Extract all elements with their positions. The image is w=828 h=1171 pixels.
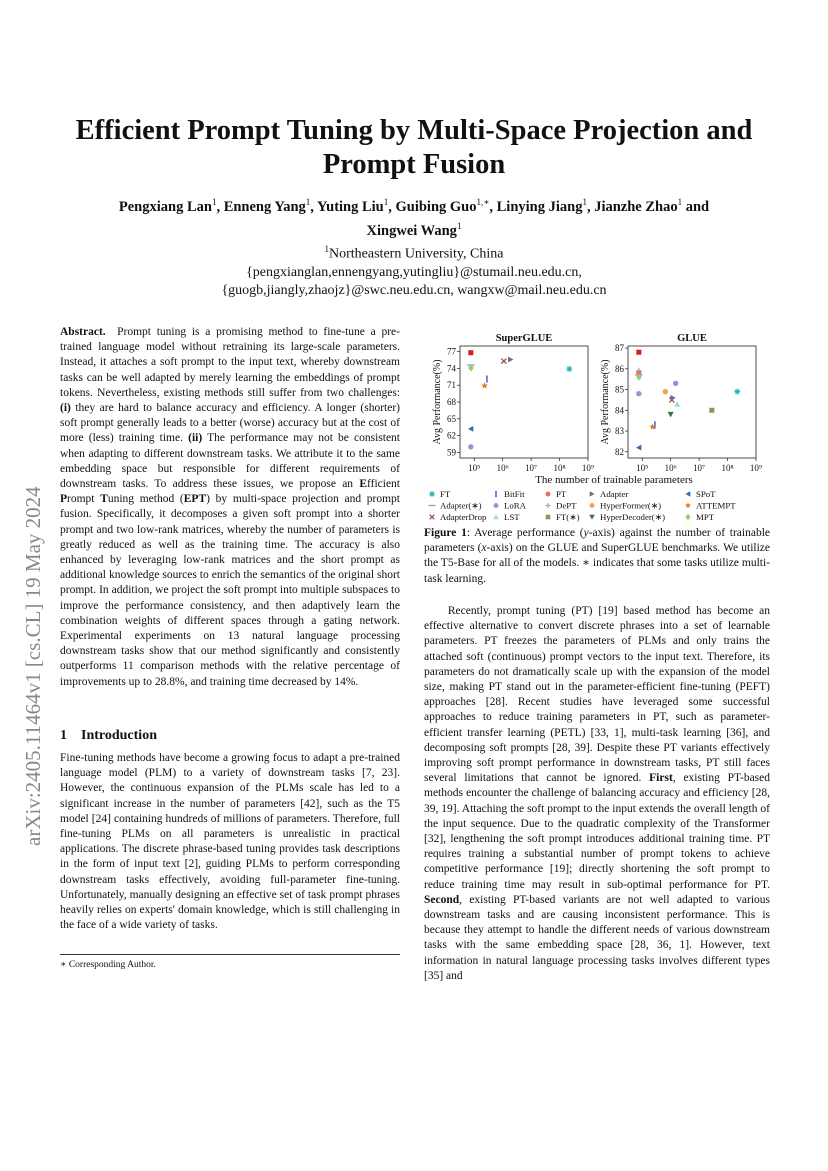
y-tick-label: 85 <box>615 384 624 395</box>
author-list: Pengxiang Lan$^1$, Enneng Yang$^1$, Yuting Liu$^1$, Guibing Guo$^{1,∗}$, Linying Jiang$^1$, Jianzhe Zhao$^1$ and Xingwei Wang$^1$ <box>118 197 710 239</box>
legend-marker <box>546 492 551 497</box>
x-tick-label: 10⁸ <box>553 463 566 473</box>
figure-caption <box>424 526 770 587</box>
challenge-marker: (ii) <box>188 432 203 445</box>
legend-label: LoRA <box>504 500 526 511</box>
author-mark: 1 <box>383 197 389 207</box>
y-tick-label: 65 <box>447 413 456 424</box>
data-point <box>468 426 473 432</box>
abstract-text: rompt <box>67 493 101 506</box>
legend-label: FT(∗) <box>556 512 580 522</box>
data-point <box>636 391 641 396</box>
x-tick-label: 10⁷ <box>693 463 706 473</box>
author-name: Enneng Yang <box>223 198 306 215</box>
data-point <box>501 359 506 364</box>
author-mark: 1 <box>456 220 462 231</box>
legend-label: DePT <box>556 500 577 511</box>
x-tick-label: 10⁶ <box>496 463 509 473</box>
acronym: EPT <box>183 493 207 506</box>
arxiv-stamp <box>14 358 48 848</box>
caption-label: Figure 1 <box>424 527 467 539</box>
data-point <box>674 401 680 406</box>
y-tick-label: 59 <box>447 447 456 458</box>
caption-text: : Average performance ( <box>466 527 584 539</box>
section-number: 1 <box>60 728 67 743</box>
y-axis-label: Avg Performance(%) <box>432 359 443 445</box>
author-name: Xingwei Wang <box>366 222 457 239</box>
x-tick-label: 10⁸ <box>721 463 734 473</box>
email-line: {guogb,jiangly,zhaojz}@swc.neu.edu.cn, wangxw@mail.neu.edu.cn <box>221 282 607 298</box>
legend-label: HyperDecoder(∗) <box>600 512 666 522</box>
legend <box>429 489 737 522</box>
y-tick-label: 74 <box>447 363 456 374</box>
challenge-marker: (i) <box>60 402 71 415</box>
legend-label: MPT <box>696 512 715 522</box>
x-tick-label: 10⁹ <box>749 463 763 473</box>
acronym-letter: E <box>359 478 367 491</box>
legend-label: PT <box>556 489 567 500</box>
section-heading <box>60 728 157 744</box>
abstract-label: Abstract. <box>60 326 106 338</box>
y-tick-label: 82 <box>615 446 624 457</box>
glue-chart <box>600 333 762 473</box>
legend-marker <box>546 515 551 520</box>
legend-marker <box>545 503 550 508</box>
author-name: Linying Jiang <box>496 198 583 215</box>
author-mark: 1 <box>677 197 683 207</box>
data-point <box>668 412 674 417</box>
abstract-text: Prompt tuning is a promising method to fine-tune a pre-trained language model without retraining its large-scale parameters. Instead, it attaches a soft prompt to the input text, whereby downstream tasks can be well adapted by merely learning the embeddings of prompt tokens. Nevertheless, existing methods still suffer from two challenges: <box>60 326 400 399</box>
legend-label: Adapter(∗) <box>440 500 482 511</box>
x-tick-label: 10⁵ <box>636 463 649 473</box>
paragraph-text: , existing PT-based methods encounter the challenge of balancing accuracy and efficiency [28, 39, 19]. Attaching the soft prompt to the input extends the overall length of the input sequence. Due to the quadratic complexity of the Transformer [32], lengthening the soft prompt introduces additional training time. PT requires training a substantial number of prompt tokens to achieve competitive performance [19]; directly shortening the soft prompt to reduce training time may result in sub-optimal performance for PT. <box>424 772 771 891</box>
abstract-text: ) by multi-space projection and prompt fusion. Specifically, it decomposes a given soft prompt into a shorter prompt and two low-rank matrices, whereby the number of parameters is greatly reduced as well as the training time. The accuracy is also enhanced by leveraging low-rank matrices and the short prompt as additional knowledge sources to enrich the semantics of the original short prompt. In addition, we project the soft prompt into multiple subspaces to improve the performance consistency, and then adaptively learn the combination weights of different spaces through a gating network. Experimental experiments on 13 natural language processing downstream tasks show that our method significantly and consistently outperforms 11 comparison methods with the relative percentage of improvements up to 28.8%, and training time decreased by 14%. <box>60 493 400 688</box>
caption-var: x <box>481 542 487 555</box>
legend-marker <box>430 515 435 520</box>
author-mark: 1 <box>211 197 217 207</box>
chart-title: SuperGLUE <box>495 333 553 344</box>
data-point <box>508 357 513 363</box>
y-tick-label: 86 <box>615 363 624 374</box>
chart-title: GLUE <box>677 333 707 344</box>
legend-marker <box>685 502 691 508</box>
legend-label: BitFit <box>504 489 525 500</box>
legend-label: AdapterDrop <box>440 512 487 522</box>
plot-frame <box>628 346 756 458</box>
author-mark: 1,∗ <box>476 197 490 207</box>
legend-marker <box>494 503 499 508</box>
institution: Northeastern University, China <box>329 246 504 262</box>
y-tick-label: 77 <box>447 346 456 357</box>
acronym-letter: P <box>60 493 68 506</box>
y-tick-label: 84 <box>615 405 624 416</box>
y-tick-label: 87 <box>615 343 624 354</box>
section-title: Introduction <box>81 728 157 743</box>
legend-label: Adapter <box>600 489 629 500</box>
figure-1 <box>424 328 770 522</box>
abstract <box>60 325 400 690</box>
abstract-text: they are hard to balance accuracy and efficiency. A longer (shorter) soft prompt generally leads to a better (worse) accuracy but at the cost of more (less) training time. <box>60 402 400 445</box>
caption-var: y <box>583 527 589 539</box>
acronym-letter: T <box>100 493 108 506</box>
data-point <box>481 382 488 389</box>
email-line: {pengxianglan,ennengyang,yutingliu}@stumail.neu.edu.cn, <box>246 264 582 280</box>
data-point <box>636 445 641 451</box>
data-point <box>566 366 572 372</box>
legend-label: ATTEMPT <box>696 500 736 511</box>
legend-label: LST <box>504 512 520 522</box>
legend-marker <box>590 491 595 496</box>
legend-label: SPoT <box>696 489 716 500</box>
data-point <box>673 381 678 386</box>
arxiv-stamp-text: arXiv:2405.11464v1 [cs.CL] 19 May 2024 <box>21 486 45 846</box>
data-point <box>663 389 668 394</box>
legend-label: FT <box>440 489 451 500</box>
data-point <box>468 444 473 449</box>
emphasis: First <box>649 772 673 785</box>
author-name: Jianzhe Zhao <box>594 198 678 215</box>
y-axis-label: Avg Performance(%) <box>600 359 611 445</box>
data-point <box>468 350 473 355</box>
legend-marker <box>429 491 435 497</box>
y-tick-label: 71 <box>447 380 456 391</box>
paper-title: Efficient Prompt Tuning by Multi-Space Projection and Prompt Fusion <box>75 115 753 180</box>
paragraph-text: Fine-tuning methods have become a growing focus to adapt a pre-trained language model (PLM) to a variety of downstream tasks [7, 23]. However, the continuous expansion of the PLMs scale has led to a significant increase in the number of parameters [42], such as the T5 model [24] containing hundreds of millions of parameters. Therefore, full fine-tuning PLMs on all parameters is unrealistic in practical applications. The discrete phrase-based tuning provides task descriptions in the form of input text [2], guiding PLMs to perform corresponding downstream tasks effectively, avoiding full-parameter fine-tuning. Unfortunately, manually designing an effective set of task prompt phrases heavily relies on experts' domain knowledge, which is still challenging in the face of a wide variety of tasks. <box>60 752 400 932</box>
right-column-text <box>424 604 770 984</box>
footnote: ∗ Corresponding Author. <box>60 960 156 970</box>
data-point <box>670 395 675 401</box>
data-point <box>734 389 740 395</box>
plot-frame <box>460 346 588 458</box>
emphasis: Second <box>424 893 460 906</box>
legend-marker <box>590 503 595 508</box>
affiliation-mark: 1 <box>324 244 330 254</box>
legend-label: HyperFormer(∗) <box>600 500 662 511</box>
author-name: Pengxiang Lan <box>118 198 212 215</box>
x-tick-label: 10⁹ <box>581 463 595 473</box>
author-mark: 1 <box>305 197 311 207</box>
legend-marker <box>589 515 595 520</box>
paragraph-text: , existing PT-based variants are not well adapted to various downstream tasks and are causing inconsistent performance. This is because they attempt to handle the different needs of various downstream tasks with the same embedding space [28, 36, 1]. However, text information in natural language processing tasks involves different types [35] and <box>424 893 770 982</box>
author-name: Guibing Guo <box>395 198 477 215</box>
superglue-chart <box>432 333 594 473</box>
paragraph-text: Recently, prompt tuning (PT) [19] based method has become an effective alternative to convert discrete phrases into a set of learnable parameters. PT freezes the parameters of PLMs and only trains the attached soft (continuous) prompt vectors to the input text. Therefore, its parameters do not dramatically scale up with the expansion of the model size, making PT stand out in the parameter-efficient fine-tuning (PEFT) approaches [28]. Recent studies have leveraged some successful approaches to reduce training parameters in PT, such as parameter-efficient transfer learning (PETL) [33, 1], multi-task learning [36], and decomposing soft prompts [28, 39]. Despite these PT variants effectively improving soft prompt performance in downstream tasks, PT still faces several limitations that cannot be ignored. <box>424 605 770 785</box>
authors-and: and <box>685 198 710 215</box>
y-tick-label: 68 <box>447 397 456 407</box>
footnote-rule <box>60 954 400 955</box>
abstract-text: The performance may not be consistent when adapting to different downstream tasks. We attribute it to the same embedding space but responsible for different requirements of downstream tasks. To address these issues, we propose an <box>60 432 400 491</box>
affiliation <box>60 240 768 300</box>
y-tick-label: 83 <box>615 426 624 437</box>
author-name: Yuting Liu <box>316 198 384 215</box>
author-mark: 1 <box>582 197 587 207</box>
abstract-text: uning method ( <box>107 493 184 506</box>
caption-text: -axis) on the GLUE and SuperGLUE benchmarks. We utilize the T5-Base for all of the models. ∗ indicates that some tasks utilize multi-task learning. <box>424 542 770 585</box>
x-axis-label: The number of trainable parameters <box>535 474 693 486</box>
x-tick-label: 10⁵ <box>468 463 481 473</box>
legend-marker <box>685 491 690 496</box>
x-tick-label: 10⁷ <box>525 463 538 473</box>
y-tick-label: 62 <box>447 430 456 441</box>
legend-marker <box>493 514 499 519</box>
data-point <box>709 408 714 413</box>
intro-paragraph <box>60 751 400 933</box>
abstract-text: fficient <box>367 478 400 491</box>
caption-text: -axis) against the number of trainable parameters ( <box>424 527 770 555</box>
x-tick-label: 10⁶ <box>664 463 677 473</box>
legend-marker <box>685 514 690 521</box>
data-point <box>636 350 641 355</box>
